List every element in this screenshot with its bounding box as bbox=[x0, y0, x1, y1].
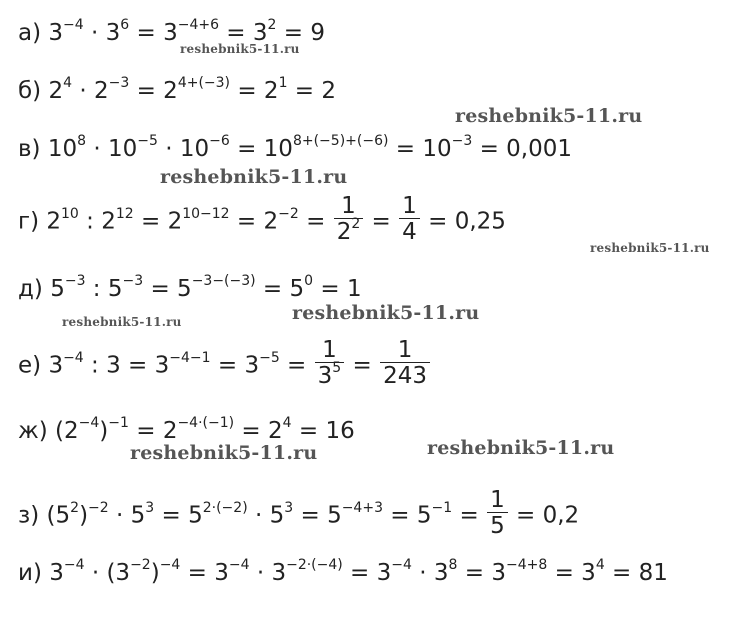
equation-b: б) $2^4 \cdot 2^{-3} = 2^{4+(-3)} = 2^1 = 2$ bbox=[18, 75, 337, 104]
equation-e: е) $3^{-4}$ : $3 = 3^{-4-1} = 3^{-5}$ = $\frac{1}{3^5}$ = $\frac{1}{243}$ bbox=[18, 340, 431, 392]
watermark: reshebnik5-11.ru bbox=[130, 442, 318, 464]
equation-d: д) $5^{-3}$ : $5^{-3} = 5^{-3-(-3)} = 5^0 = 1$ bbox=[18, 273, 362, 302]
fraction: $\frac{1}{5}$ bbox=[487, 488, 508, 540]
watermark: reshebnik5-11.ru bbox=[292, 302, 480, 324]
watermark: reshebnik5-11.ru bbox=[590, 241, 710, 255]
equation-v: в) $10^8 \cdot 10^{-5} \cdot 10^{-6} = 10^{8+(-5)+(-6)} = 10^{-3} = 0,001$ bbox=[18, 133, 573, 162]
watermark: reshebnik5-11.ru bbox=[160, 166, 348, 188]
watermark: reshebnik5-11.ru bbox=[62, 315, 182, 329]
watermark: reshebnik5-11.ru bbox=[180, 42, 300, 56]
equation-a: а) $3^{-4} \cdot 3^6 = 3^{-4+6} = 3^2 = 9$ bbox=[18, 17, 325, 46]
watermark: reshebnik5-11.ru bbox=[427, 437, 615, 459]
equation-z: з) $(5^2)^{-2} \cdot 5^3 = 5^{2\cdot(-2)} \cdot 5^3 = 5^{-4+3} = 5^{-1}$ = $\frac{1}{5}$ = 0,2 bbox=[18, 487, 580, 540]
fraction: $\frac{1}{4}$ bbox=[399, 194, 420, 246]
watermark: reshebnik5-11.ru bbox=[455, 105, 643, 127]
equation-zh: ж) $(2^{-4})^{-1} = 2^{-4\cdot(-1)} = 2^4 = 16$ bbox=[18, 415, 355, 444]
equation-i: и) $3^{-4} \cdot (3^{-2})^{-4} = 3^{-4} \cdot 3^{-2\cdot(-4)} = 3^{-4} \cdot 3^8 = 3^{-4+8} = 3^4 = 81$ bbox=[18, 557, 668, 586]
fraction: $\frac{1}{2^2}$ bbox=[334, 194, 364, 246]
fraction: $\frac{1}{243}$ bbox=[380, 338, 430, 390]
fraction: $\frac{1}{3^5}$ bbox=[315, 338, 345, 390]
equation-g: г) $2^{10}$ : $2^{12} = 2^{10-12} = 2^{-2}$ = $\frac{1}{2^2}$ = $\frac{1}{4}$ = 0,25 bbox=[18, 193, 506, 246]
